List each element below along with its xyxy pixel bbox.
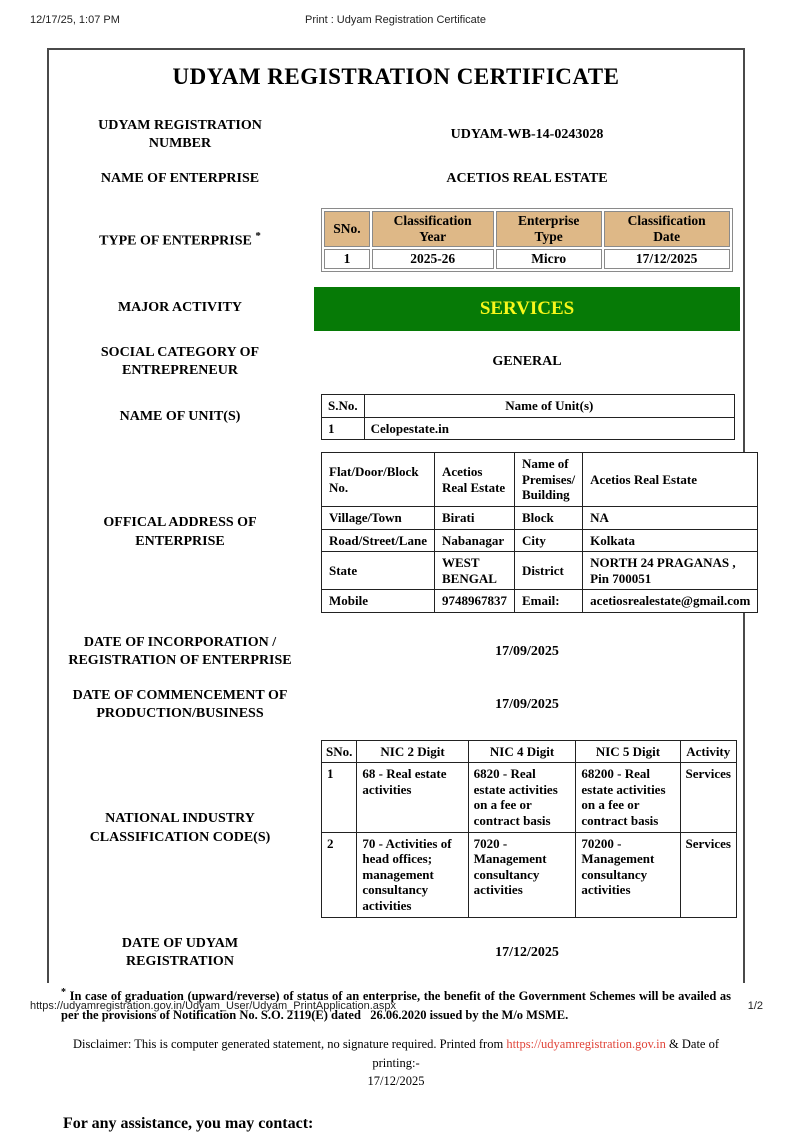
cell-village-value: Birati: [434, 506, 514, 529]
page-footer: [30, 1000, 763, 1012]
udyam-registration-date-value: 17/12/2025: [495, 944, 559, 960]
commencement-date-label: DATE OF COMMENCEMENT OF PRODUCTION/BUSINESS: [72, 688, 288, 722]
row-units: [49, 394, 743, 440]
row-commencement-date: [49, 687, 743, 723]
major-activity-label: MAJOR ACTIVITY: [117, 300, 243, 316]
table-row: [322, 832, 737, 917]
cell-premises-label: Name of Premises/ Building: [514, 453, 582, 507]
table-row: [322, 417, 735, 440]
cell-state-value: WEST BENGAL: [434, 552, 514, 590]
cell-classification-year: 2025-26: [372, 249, 494, 269]
page-number: 1/2: [747, 1000, 763, 1012]
type-of-enterprise-value: [311, 208, 743, 272]
table-row: [322, 529, 758, 552]
col-header-classification-date: Classification Date: [604, 211, 730, 247]
footnote-text: In case of graduation (upward/reverse) of status of an enterprise, the benefit of the Government Schemes will be availed as per the provisions of Notification No. S.O. 2119(E) dated 26.06.2020 issued by the M/o MSME.: [61, 989, 732, 1023]
row-type-of-enterprise: [49, 208, 743, 272]
table-row: [322, 453, 758, 507]
table-row: [322, 763, 737, 832]
nic-table: [321, 740, 737, 918]
table-row: [324, 249, 729, 269]
table-row: [322, 552, 758, 590]
cell-flat-value: Acetios Real Estate: [434, 453, 514, 507]
cell-nic5: 70200 - Management consultancy activities: [576, 832, 680, 917]
address-value: [311, 452, 758, 613]
type-of-enterprise-label-text: TYPE OF ENTERPRISE: [99, 233, 252, 249]
nic-codes-label: NATIONAL INDUSTRY CLASSIFICATION CODE(S): [89, 811, 271, 845]
units-value: [311, 394, 743, 440]
nic-codes-value: [311, 740, 743, 918]
cell-state-label: State: [322, 552, 435, 590]
cell-classification-date: 17/12/2025: [604, 249, 730, 269]
footer-url: https://udyamregistration.gov.in/Udyam_User/Udyam_PrintApplication.aspx: [30, 1000, 397, 1012]
cell-unit-name: Celopestate.in: [364, 417, 734, 440]
row-address: [49, 452, 751, 613]
registration-number-value: UDYAM-WB-14-0243028: [450, 127, 604, 143]
assistance-heading: For any assistance, you may contact:: [63, 1115, 314, 1133]
col-header-unit-name: Name of Unit(s): [364, 394, 734, 417]
col-header-enterprise-type: Enterprise Type: [496, 211, 602, 247]
enterprise-name-value: ACETIOS REAL ESTATE: [446, 171, 608, 187]
disclaimer-suffix: & Date of printing:-: [372, 1036, 720, 1070]
social-category-label: SOCIAL CATEGORY OF ENTREPRENEUR: [100, 344, 260, 378]
print-title: Print : Udyam Registration Certificate: [305, 14, 486, 26]
cell-sno: 1: [322, 417, 365, 440]
cell-activity: Services: [680, 763, 737, 832]
cell-nic4: 6820 - Real estate activities on a fee or contract basis: [468, 763, 576, 832]
type-of-enterprise-table: [321, 208, 732, 272]
address-table: [321, 452, 758, 613]
enterprise-name-label: NAME OF ENTERPRISE: [100, 171, 260, 187]
cell-nic5: 68200 - Real estate activities on a fee or contract basis: [576, 763, 680, 832]
cell-district-value: NORTH 24 PRAGANAS , Pin 700051: [583, 552, 758, 590]
cell-village-label: Village/Town: [322, 506, 435, 529]
type-of-enterprise-label: [49, 229, 311, 251]
udyam-site-link[interactable]: https://udyamregistration.gov.in: [506, 1036, 666, 1051]
disclaimer-prefix: Disclaimer: This is computer generated statement, no signature required. Printed from: [72, 1036, 504, 1051]
row-udyam-registration-date: [49, 935, 743, 971]
table-header-row: [322, 740, 737, 763]
commencement-date-value: 17/09/2025: [495, 697, 559, 713]
cell-enterprise-type: Micro: [496, 249, 602, 269]
row-social-category: [49, 344, 743, 380]
cell-mobile-label: Mobile: [322, 590, 435, 613]
row-enterprise-name: [49, 170, 743, 188]
table-row: [322, 506, 758, 529]
footnote-asterisk: *: [61, 986, 66, 998]
row-nic-codes: [49, 740, 743, 918]
col-header-nic5: NIC 5 Digit: [576, 740, 680, 763]
units-label: NAME OF UNIT(S): [119, 408, 241, 424]
cell-nic2: 70 - Activities of head offices; management consultancy activities: [357, 832, 468, 917]
col-header-activity: Activity: [680, 740, 737, 763]
table-header-row: [324, 211, 729, 247]
cell-road-label: Road/Street/Lane: [322, 529, 435, 552]
cell-email-label: Email:: [514, 590, 582, 613]
row-major-activity: [49, 287, 743, 331]
col-header-classification-year: Classification Year: [372, 211, 494, 247]
udyam-registration-date-label: DATE OF UDYAM REGISTRATION: [121, 935, 239, 969]
cell-premises-value: Acetios Real Estate: [583, 453, 758, 507]
cell-sno: 2: [322, 832, 357, 917]
registration-number-label: UDYAM REGISTRATION NUMBER: [98, 118, 262, 152]
cell-road-value: Nabanagar: [434, 529, 514, 552]
print-timestamp: 12/17/25, 1:07 PM: [30, 14, 120, 26]
cell-city-value: Kolkata: [583, 529, 758, 552]
cell-nic2: 68 - Real estate activities: [357, 763, 468, 832]
cell-block-label: Block: [514, 506, 582, 529]
col-header-sno: SNo.: [322, 740, 357, 763]
footnote-marker: *: [255, 229, 261, 242]
incorporation-date-value: 17/09/2025: [495, 644, 559, 660]
incorporation-date-label: DATE OF INCORPORATION / REGISTRATION OF ENTERPRISE: [68, 634, 292, 669]
col-header-nic4: NIC 4 Digit: [468, 740, 576, 763]
cell-block-value: NA: [583, 506, 758, 529]
col-header-sno: S.No.: [322, 394, 365, 417]
row-incorporation-date: [49, 634, 743, 670]
table-header-row: [322, 394, 735, 417]
cell-activity: Services: [680, 832, 737, 917]
cell-city-label: City: [514, 529, 582, 552]
cell-district-label: District: [514, 552, 582, 590]
cell-mobile-value: 9748967837: [434, 590, 514, 613]
units-table: [321, 394, 735, 440]
address-label: OFFICAL ADDRESS OF ENTERPRISE: [103, 515, 257, 549]
table-row: [322, 590, 758, 613]
social-category-value: GENERAL: [492, 353, 562, 369]
cell-sno: 1: [324, 249, 369, 269]
printing-date: 17/12/2025: [367, 1074, 425, 1089]
col-header-sno: SNo.: [324, 211, 369, 247]
row-registration-number: [49, 117, 743, 153]
certificate-title: UDYAM REGISTRATION CERTIFICATE: [172, 64, 620, 89]
cell-flat-label: Flat/Door/Block No.: [322, 453, 435, 507]
cell-sno: 1: [322, 763, 357, 832]
col-header-nic2: NIC 2 Digit: [357, 740, 468, 763]
cell-email-value: acetiosrealestate@gmail.com: [583, 590, 758, 613]
disclaimer: [49, 1035, 743, 1091]
major-activity-banner: SERVICES: [314, 287, 740, 331]
print-header: [0, 14, 791, 30]
cell-nic4: 7020 - Management consultancy activities: [468, 832, 576, 917]
